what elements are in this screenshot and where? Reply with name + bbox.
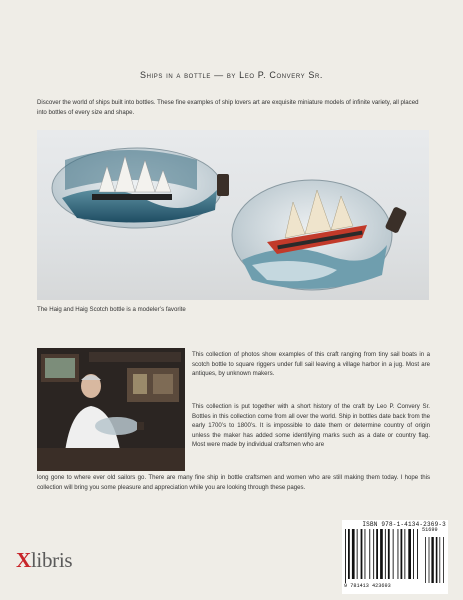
- barcode-bars: [345, 529, 445, 583]
- photo-caption: The Haig and Haig Scotch bottle is a modeler’s favorite: [37, 306, 186, 313]
- author-with-bottle-image: [37, 348, 185, 471]
- barcode-bar: [348, 529, 350, 579]
- publisher-logo-name: libris: [30, 548, 73, 572]
- barcode-addon-bar: [439, 537, 440, 583]
- barcode-bar: [401, 529, 403, 579]
- isbn-barcode: [342, 520, 448, 594]
- barcode-bar: [404, 529, 405, 579]
- barcode-bar: [357, 529, 358, 579]
- barcode-bar: [369, 529, 370, 579]
- barcode-addon-bar: [425, 537, 426, 583]
- book-title: Ships in a bottle — by Leo P. Convery Sr.: [139, 70, 324, 80]
- bottles-photo: [37, 130, 429, 300]
- barcode-bar: [388, 529, 390, 579]
- barcode-bar: [413, 529, 414, 579]
- barcode-bar: [376, 529, 378, 579]
- publisher-logo: [16, 548, 72, 573]
- barcode-bar: [361, 529, 363, 579]
- barcode-bar: [398, 529, 399, 579]
- barcode-bar: [417, 529, 418, 579]
- barcode-addon-bar: [436, 537, 438, 583]
- isbn-label: ISBN 978-1-4134-2369-3: [362, 521, 446, 528]
- paragraph-history: This collection is put together with a short history of the craft by Leo P. Convery Sr. Bottles in this collection come from all over the world. Ship in bottles date back from the early 1700’s to 1800’s. It is impossible to date them or determine country of origin unless the maker has added some identifying marks such as a date or country flag. Most were made by individual craftsmen who are: [192, 403, 430, 449]
- barcode-addon-bar: [431, 537, 433, 583]
- barcode-addon-bar: [443, 537, 444, 583]
- barcode-bar: [380, 529, 383, 579]
- intro-text: Discover the world of ships built into bottles. These fine examples of ship lovers art are exquisite miniature models of infinite variety, all placed into bottles of every size and shape.: [37, 99, 419, 116]
- barcode-bar: [352, 529, 355, 579]
- paragraph-closing: long gone to where ever old sailors go. There are many fine ship in bottle craftsmen and women who are still making them today. I hope this collection will bring you some pleasure and appreciation while you are looking through these pages.: [37, 474, 430, 491]
- ship-bottles-image: [37, 130, 429, 300]
- barcode-digits: 9 781413 423693: [344, 583, 391, 589]
- paragraph-collection-intro: This collection of photos show examples of this craft ranging from tiny sail boats in a scotch bottle to square riggers under full sail leaving a village harbor in a jug. Most are antiques, by unknown makers.: [192, 351, 430, 378]
- barcode-bar: [393, 529, 394, 579]
- barcode-bar: [345, 529, 346, 583]
- publisher-logo-prefix: X: [16, 548, 31, 572]
- author-photo: [37, 348, 185, 471]
- barcode-addon-bar: [429, 537, 430, 583]
- barcode-bar: [408, 529, 411, 579]
- barcode-addon: 51699: [422, 527, 438, 533]
- barcode-bar: [385, 529, 386, 579]
- barcode-bar: [373, 529, 374, 579]
- barcode-bar: [365, 529, 366, 579]
